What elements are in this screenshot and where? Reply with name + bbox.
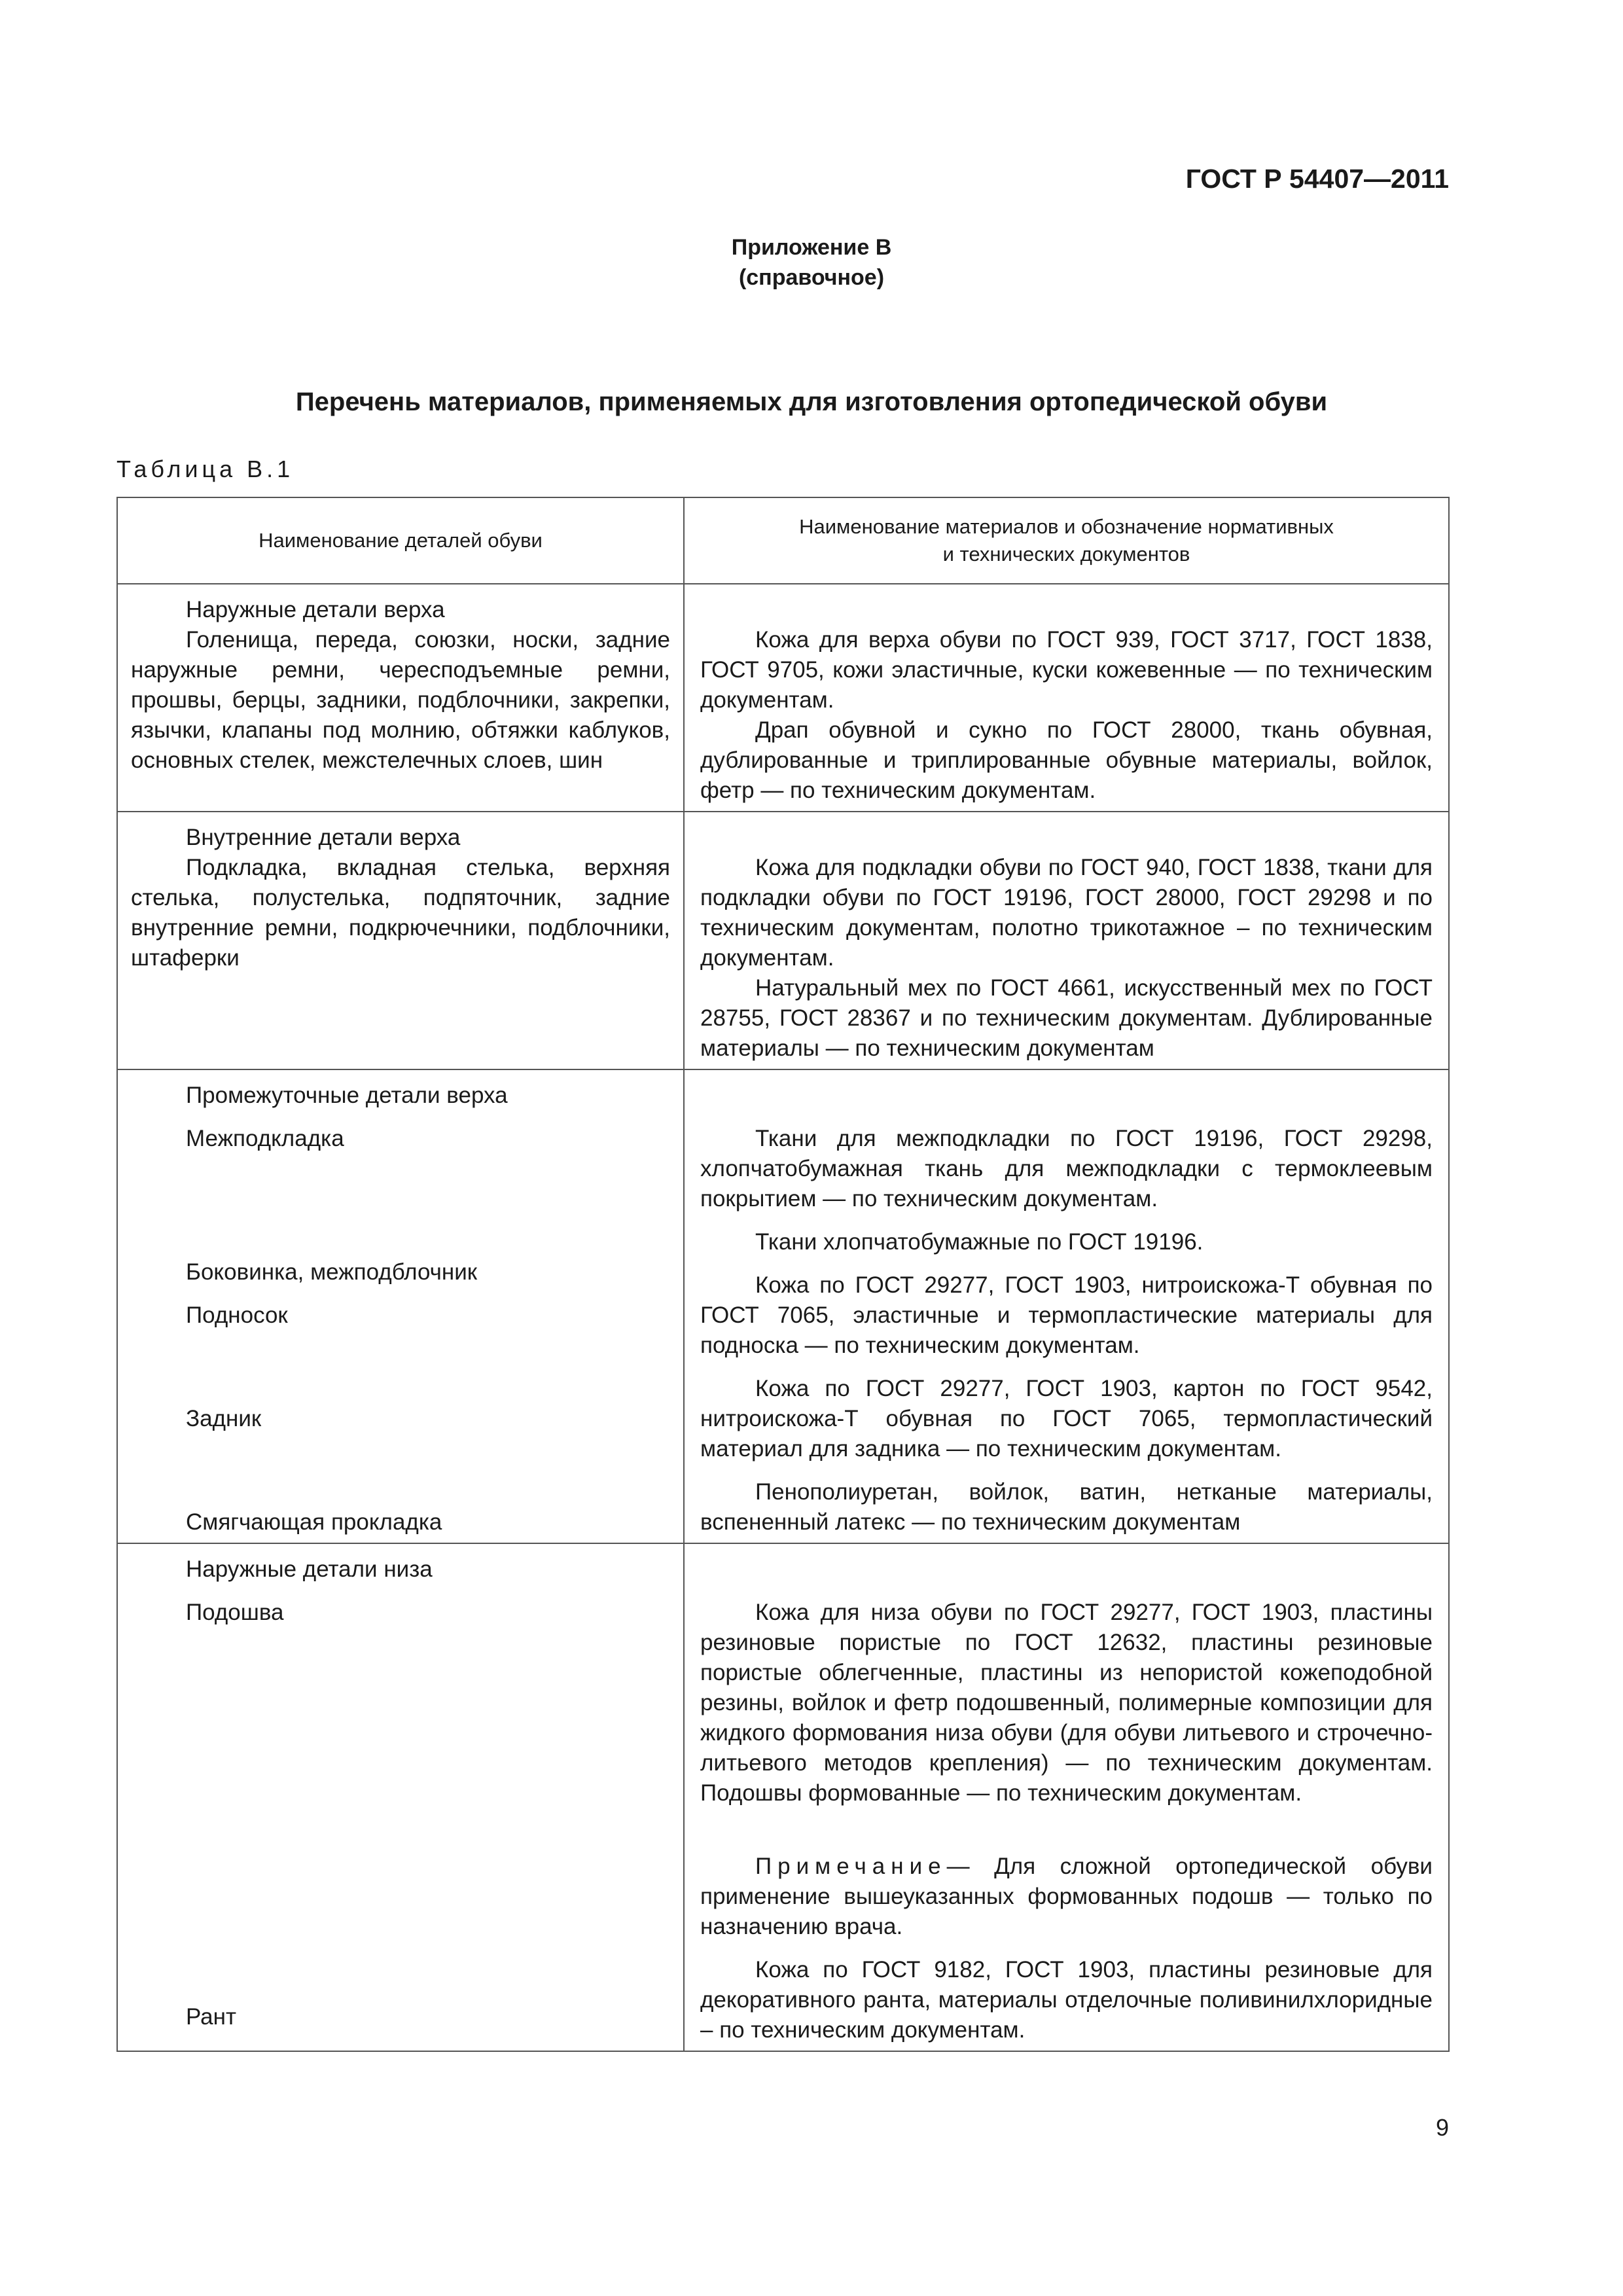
col-materials-header-line1: Наименование материалов и обозначение нормативных: [799, 515, 1334, 538]
parts-list: Голенища, переда, союзки, носки, задние наружные ремни, чересподъемные ремни, прошвы, берцы, задники, подблочники, закрепки, язычки, клапаны под молнию, обтяжки каблуков, основных стелек, межстелечных слоев, шин: [131, 627, 670, 773]
table-row: [117, 812, 1449, 1069]
material-text: Кожа для низа обуви по ГОСТ 29277, ГОСТ 1903, пластины резиновые пористые по ГОСТ 12632, пластины резиновые пористые облегченные, пластины из непористой кожеподобной резины, войлок и фетр подошвенный, полимерные композиции для жидкого формования низа обуви (для обуви литьевого и строчечно-литьевого методов крепления) — по техническим документам. Подошвы формованные — по техническим документам.: [700, 1600, 1433, 1806]
note-text: — Для сложной ортопедической обуви применение вышеуказанных формованных подошв — только по назначению врача.: [700, 1854, 1433, 1939]
table-row: [117, 1069, 1449, 1543]
document-designation: ГОСТ Р 54407—2011: [1185, 164, 1449, 194]
material-text: Ткани для межподкладки по ГОСТ 19196, ГОСТ 29298, хлопчатобумажная ткань для межподкладки с термоклеевым покрытием — по техническим документам.: [700, 1126, 1433, 1211]
table-label: Таблица В.1: [116, 456, 294, 482]
group-title: Наружные детали верха: [186, 597, 445, 622]
annex-heading: [0, 232, 1623, 293]
table-row: [117, 1543, 1449, 2051]
table-header-row: [117, 497, 1449, 584]
material-text: Кожа по ГОСТ 9182, ГОСТ 1903, пластины резиновые для декоративного ранта, материалы отделочные поливинилхлоридные – по техническим документам.: [700, 1957, 1433, 2043]
page-number: 9: [1435, 2114, 1449, 2141]
parts-cell: [117, 584, 684, 812]
group-title: Наружные детали низа: [186, 1556, 433, 1582]
part-name: Задник: [186, 1406, 262, 1431]
col-parts-header: Наименование деталей обуви: [117, 497, 684, 584]
note-label: Примечание: [755, 1854, 947, 1879]
materials-cell: [684, 812, 1449, 1069]
material-text: Ткани хлопчатобумажные по ГОСТ 19196.: [755, 1229, 1204, 1255]
material-text: Пенополиуретан, войлок, ватин, нетканые материалы, вспененный латекс — по техническим документам: [700, 1479, 1433, 1535]
part-name: Подошва: [186, 1600, 284, 1625]
materials-cell: [684, 584, 1449, 812]
parts-cell: [117, 1543, 684, 2051]
part-name: Межподкладка: [186, 1126, 344, 1151]
annex-status: (справочное): [738, 265, 885, 290]
group-title: Промежуточные детали верха: [186, 1083, 508, 1108]
part-name: Боковинка, межподблочник: [186, 1259, 478, 1285]
materials-table: [116, 497, 1450, 2052]
part-name: Смягчающая прокладка: [186, 1509, 442, 1535]
group-title: Внутренние детали верха: [186, 825, 461, 850]
part-name: Рант: [186, 2004, 237, 2030]
part-name: Подносок: [186, 1302, 288, 1328]
materials-cell: [684, 1543, 1449, 2051]
page-title: Перечень материалов, применяемых для изготовления ортопедической обуви: [295, 387, 1328, 416]
material-text: Кожа для верха обуви по ГОСТ 939, ГОСТ 3717, ГОСТ 1838, ГОСТ 9705, кожи эластичные, куски кожевенные — по техническим документам.: [700, 627, 1433, 713]
material-text: Кожа по ГОСТ 29277, ГОСТ 1903, нитроискожа-Т обувная по ГОСТ 7065, эластичные и термопластические материалы для подноска — по техническим документам.: [700, 1272, 1433, 1358]
material-text: Кожа по ГОСТ 29277, ГОСТ 1903, картон по ГОСТ 9542, нитроискожа-Т обувная по ГОСТ 7065, термопластический материал для задника — по техническим документам.: [700, 1376, 1433, 1462]
table-note: [700, 1852, 1433, 1942]
parts-cell: [117, 1069, 684, 1543]
table-row: [117, 584, 1449, 812]
parts-list: Подкладка, вкладная стелька, верхняя стелька, полустелька, подпяточник, задние внутренние ремни, подкрючечники, подблочники, штаферки: [131, 855, 670, 971]
material-text: Драп обувной и сукно по ГОСТ 28000, ткань обувная, дублированные и триплированные обувные материалы, войлок, фетр — по техническим документам.: [700, 717, 1433, 803]
material-text: Натуральный мех по ГОСТ 4661, искусственный мех по ГОСТ 28755, ГОСТ 28367 и по техническим документам. Дублированные материалы — по техническим документам: [700, 975, 1433, 1061]
materials-cell: [684, 1069, 1449, 1543]
material-text: Кожа для подкладки обуви по ГОСТ 940, ГОСТ 1838, ткани для подкладки обуви по ГОСТ 19196, ГОСТ 28000, ГОСТ 29298 и по техническим документам, полотно трикотажное – по техническим документам.: [700, 855, 1433, 971]
col-materials-header-line2: и технических документов: [942, 543, 1190, 565]
annex-number: Приложение В: [731, 235, 892, 260]
col-materials-header: [684, 497, 1449, 584]
parts-cell: [117, 812, 684, 1069]
